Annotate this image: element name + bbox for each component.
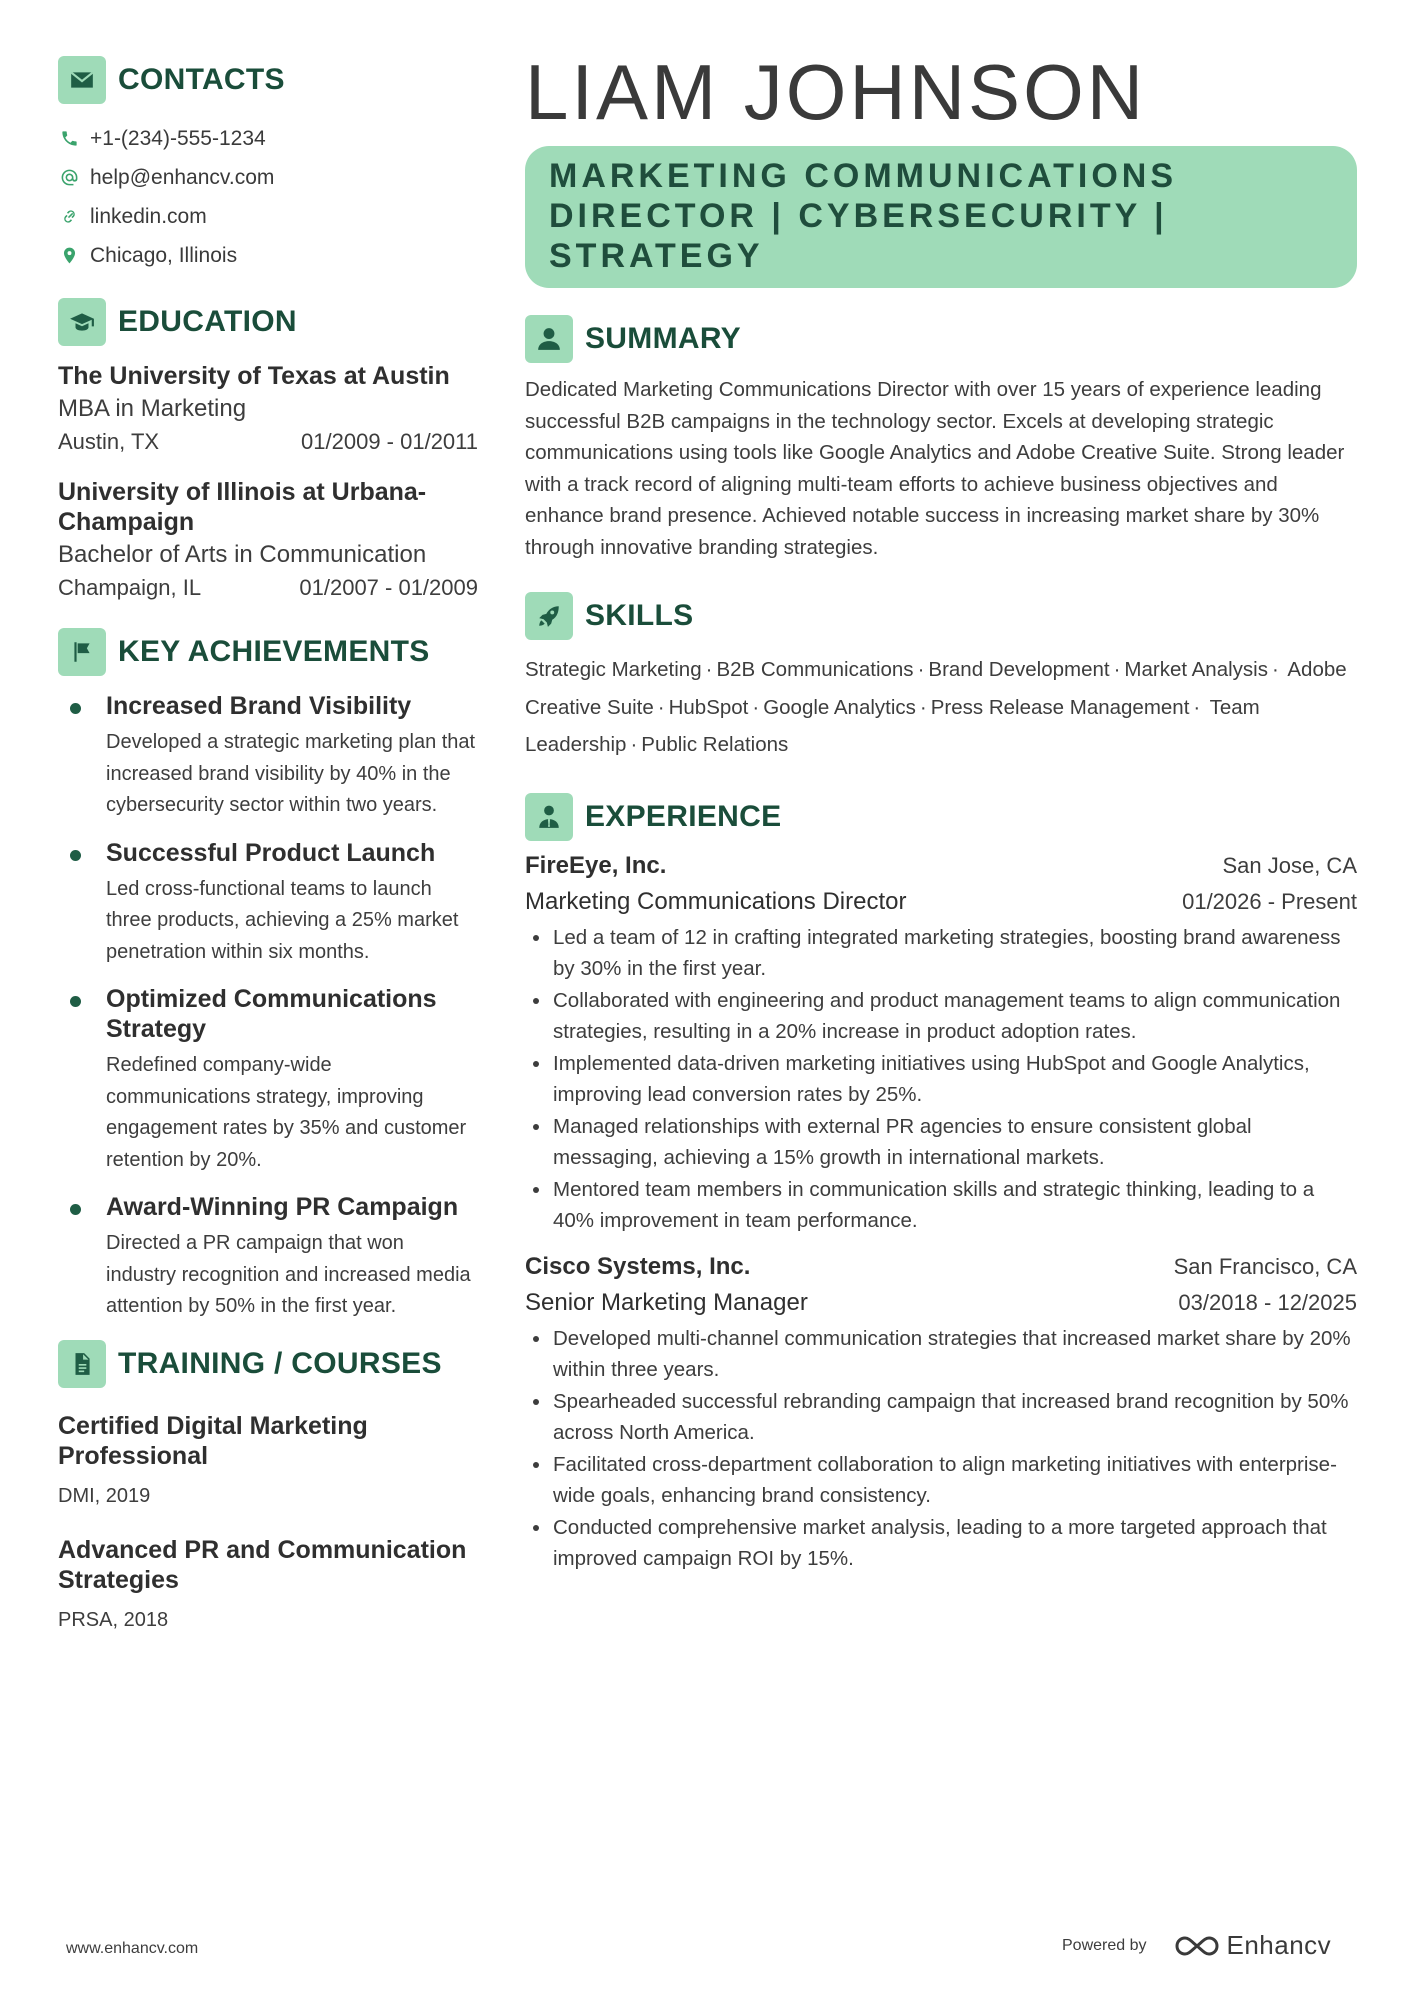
achievements-section-header <box>58 627 478 677</box>
course-item <box>58 1411 478 1511</box>
education-degree: Bachelor of Arts in Communication <box>58 541 427 568</box>
job-entry <box>525 1249 1357 1575</box>
infinity-logo-icon <box>1173 1933 1221 1959</box>
education-section-header <box>58 297 478 347</box>
skill-item: Press Release Management <box>930 695 1190 719</box>
summary-heading: SUMMARY <box>585 322 741 355</box>
contact-location <box>58 236 478 275</box>
education-school: The University of Texas at Austin <box>58 362 450 390</box>
experience-heading: EXPERIENCE <box>585 799 782 833</box>
job-company: Cisco Systems, Inc. <box>525 1252 751 1280</box>
education-degree: MBA in Marketing <box>58 395 247 422</box>
skill-item: Adobe Creative Suite <box>525 658 1347 719</box>
job-title-line-2: DIRECTOR | CYBERSECURITY | STRATEGY <box>549 197 1168 275</box>
achievement-title: Successful Product Launch <box>106 838 436 867</box>
job-subheader-row <box>525 1285 1357 1321</box>
job-title-banner <box>525 146 1357 288</box>
contact-linkedin[interactable] <box>58 197 478 236</box>
user-icon <box>525 315 573 363</box>
achievement-item <box>58 984 478 1176</box>
skill-item: HubSpot <box>668 695 749 719</box>
skill-item: B2B Communications <box>716 658 914 681</box>
bullet-icon <box>70 850 81 861</box>
rocket-icon <box>525 592 573 640</box>
enhancv-logo[interactable] <box>1173 1930 1332 1961</box>
training-section-header <box>58 1339 478 1389</box>
job-bullet: Led a team of 12 in crafting integrated marketing strategies, boosting brand awareness by 30% in the first year. <box>525 922 1357 985</box>
job-dates: 01/2026 - Present <box>1182 888 1357 914</box>
map-pin-icon <box>58 245 80 267</box>
achievement-description: Redefined company-wide communications strategy, improving engagement rates by 35% and customer retention by 20%. <box>106 1054 467 1171</box>
job-header-row <box>525 1249 1357 1285</box>
achievement-title: Increased Brand Visibility <box>106 692 412 720</box>
achievement-item <box>58 838 478 969</box>
course-title: Certified Digital Marketing Professional <box>58 1411 368 1470</box>
contacts-section-header <box>58 55 478 105</box>
skills-list: Strategic Marketing · B2B Communications · Brand Development · Market Analysis · Adobe Creative Suite · HubSpot · Google Analytics · Press Release Management · Team Leadership · Public Relations <box>525 658 1347 756</box>
achievement-item <box>58 1192 478 1323</box>
course-meta: DMI, 2019 <box>58 1484 151 1507</box>
graduation-cap-icon <box>58 298 106 346</box>
job-bullet: Mentored team members in communication skills and strategic thinking, leading to a 40% improvement in team performance. <box>525 1174 1357 1237</box>
link-icon <box>58 206 80 228</box>
course-item <box>58 1535 478 1635</box>
education-list <box>58 361 478 603</box>
job-bullet: Developed multi-channel communication strategies that increased market share by 20% within three years. <box>525 1323 1357 1386</box>
contacts-list <box>58 119 478 275</box>
achievement-title: Optimized Communications Strategy <box>106 985 437 1043</box>
skill-item: Brand Development <box>928 658 1110 681</box>
education-heading: EDUCATION <box>118 305 297 338</box>
left-column <box>58 55 478 1659</box>
job-location: San Jose, CA <box>1222 852 1357 878</box>
training-list <box>58 1411 478 1635</box>
education-dates: 01/2009 - 01/2011 <box>301 429 478 454</box>
document-icon <box>58 1340 106 1388</box>
footer-website-link[interactable]: www.enhancv.com <box>66 1940 199 1957</box>
course-title: Advanced PR and Communication Strategies <box>58 1535 467 1594</box>
achievement-description: Led cross-functional teams to launch three products, achieving a 25% market penetration within six months. <box>106 877 459 963</box>
contact-email[interactable] <box>58 158 478 197</box>
summary-text: Dedicated Marketing Communications Director with over 15 years of experience leading successful B2B campaigns in the technology sector. Excels at developing strategic communications using tools like Google Analytics and Adobe Creative Suite. Strong leader with a track record of aligning multi-team efforts to achieve business objectives and enhance brand presence. Achieved notable success in increasing market share by 30% through innovative branding strategies. <box>525 378 1345 559</box>
enhancv-logo-text: Enhancv <box>1226 1930 1332 1960</box>
course-meta: PRSA, 2018 <box>58 1608 169 1631</box>
skills-section-header <box>525 591 1357 641</box>
job-location: San Francisco, CA <box>1173 1253 1357 1279</box>
job-bullets <box>525 1323 1357 1575</box>
education-school: University of Illinois at Urbana-Champaign <box>58 478 427 536</box>
job-bullet: Implemented data-driven marketing initiatives using HubSpot and Google Analytics, improving lead conversion rates by 25%. <box>525 1048 1357 1111</box>
achievement-description: Developed a strategic marketing plan that increased brand visibility by 40% in the cybersecurity sector within two years. <box>106 731 476 816</box>
bullet-icon <box>70 996 81 1007</box>
skill-item: Google Analytics <box>763 695 916 719</box>
footer-branding <box>1062 1930 1331 1961</box>
achievements-list <box>58 691 478 1323</box>
contact-phone[interactable] <box>58 119 478 158</box>
achievement-description: Directed a PR campaign that won industry recognition and increased media attention by 50% in the first year. <box>106 1232 471 1317</box>
education-dates: 01/2007 - 01/2009 <box>299 575 478 600</box>
job-role: Marketing Communications Director <box>525 887 907 915</box>
powered-by-text: Powered by <box>1062 1936 1147 1954</box>
contact-phone-text: +1-(234)-555-1234 <box>90 126 266 150</box>
skill-item: Market Analysis <box>1124 658 1268 681</box>
experience-section-header <box>525 792 1357 842</box>
contact-location-text: Chicago, Illinois <box>90 243 238 267</box>
job-bullets <box>525 922 1357 1237</box>
envelope-icon <box>58 56 106 104</box>
right-column <box>525 50 1357 1587</box>
training-heading: TRAINING / COURSES <box>118 1346 442 1380</box>
job-bullet: Collaborated with engineering and product management teams to align communication strategies, resulting in a 20% increase in product adoption rates. <box>525 985 1357 1048</box>
bullet-icon <box>70 1204 81 1215</box>
education-meta <box>58 427 478 457</box>
phone-icon <box>58 128 80 150</box>
education-location: Champaign, IL <box>58 575 202 600</box>
at-sign-icon <box>58 167 80 189</box>
skills-heading: SKILLS <box>585 599 694 632</box>
candidate-name: LIAM JOHNSON <box>525 48 1147 136</box>
education-item <box>58 477 478 603</box>
contact-email-text: help@enhancv.com <box>90 165 275 189</box>
achievement-title: Award-Winning PR Campaign <box>106 1193 459 1221</box>
achievements-heading: KEY ACHIEVEMENTS <box>118 635 430 668</box>
skill-item: Public Relations <box>641 733 789 756</box>
job-bullet: Facilitated cross-department collaboration to align marketing initiatives with enterprise-wide goals, enhancing brand consistency. <box>525 1449 1357 1512</box>
achievement-item <box>58 691 478 822</box>
skill-item: Strategic Marketing <box>525 658 702 681</box>
bullet-icon <box>70 703 81 714</box>
contact-linkedin-text: linkedin.com <box>90 204 207 228</box>
job-dates: 03/2018 - 12/2025 <box>1178 1289 1357 1315</box>
flag-icon <box>58 628 106 676</box>
job-role: Senior Marketing Manager <box>525 1288 808 1316</box>
job-header-row <box>525 848 1357 884</box>
job-title-line-1: MARKETING COMMUNICATIONS <box>549 157 1177 195</box>
briefcase-user-icon <box>525 793 573 841</box>
education-item <box>58 361 478 457</box>
job-entry <box>525 848 1357 1237</box>
job-company: FireEye, Inc. <box>525 851 667 879</box>
job-bullet: Conducted comprehensive market analysis, leading to a more targeted approach that improved campaign ROI by 15%. <box>525 1512 1357 1575</box>
education-location: Austin, TX <box>58 429 160 454</box>
job-bullet: Spearheaded successful rebranding campaign that increased brand recognition by 50% across North America. <box>525 1386 1357 1449</box>
skill-item: Team Leadership <box>525 695 1260 756</box>
job-subheader-row <box>525 884 1357 920</box>
job-bullet: Managed relationships with external PR agencies to ensure consistent global messaging, achieving a 15% growth in international markets. <box>525 1111 1357 1174</box>
contacts-heading: CONTACTS <box>118 63 285 96</box>
education-meta <box>58 573 478 603</box>
summary-section-header <box>525 314 1357 364</box>
